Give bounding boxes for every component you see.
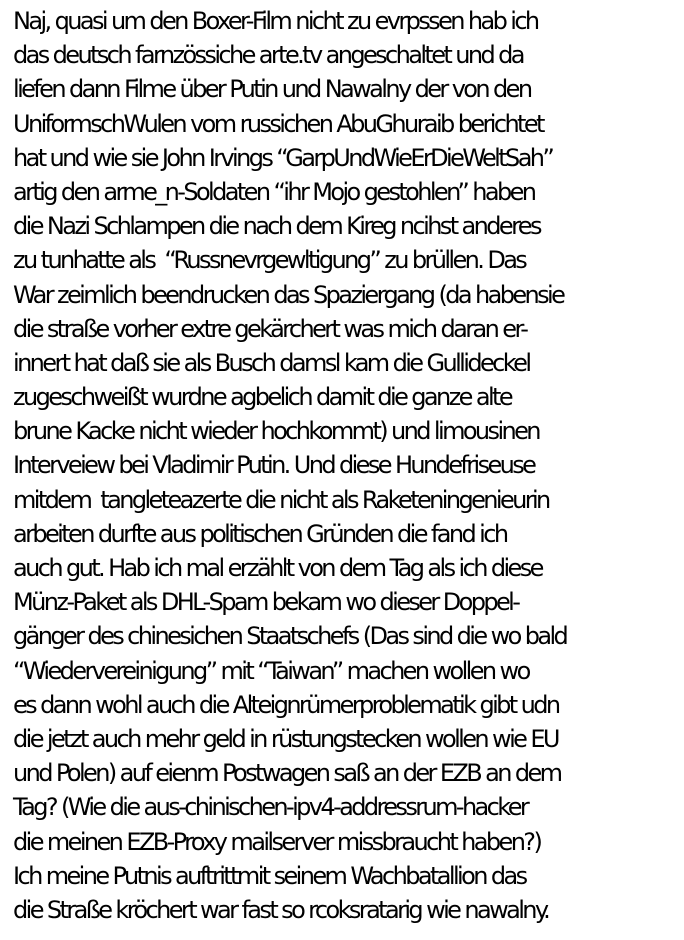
text-line: UniformschWulen vom russichen AbuGhuraib berichtet [13,109,543,138]
text-line: War zeimlich beendrucken das Spaziergang (da habensie [13,280,564,309]
text-line: die Straße kröchert war fast so rcoksratarig wie nawalny. [13,895,549,924]
text-line: Tag? (Wie die aus-chinischen-ipv4-addressrum-hacker [13,793,528,822]
document-text [13,4,684,927]
text-line: Interveiew bei Vladimir Putin. Und diese Hundefriseuse [13,451,535,480]
text-line: und Polen) auf eienm Postwagen saß an der EZB an dem [13,759,561,788]
text-line: es dann wohl auch die Alteignrümerproblematik gibt udn [13,690,559,719]
text-line: die straße vorher extre gekärchert was mich daran er- [13,314,527,343]
text-line: Ich meine Putnis auftrittmit seinem Wachbatallion das [13,861,526,890]
text-line: mitdem tangleteazerte die nicht als Raketeningenieurin [13,485,549,514]
text-line: liefen dann Filme über Putin und Nawalny der von den [13,75,531,104]
text-line: arbeiten durfte aus politischen Gründen die fand ich [13,519,507,548]
text-line: brune Kacke nicht wieder hochkommt) und limousinen [13,417,539,446]
text-line: das deutsch farnzössiche arte.tv angeschaltet und da [13,41,523,70]
text-line: die meinen EZB-Proxy mailserver missbraucht haben?) [13,827,541,856]
text-line: Münz-Paket als DHL-Spam bekam wo dieser Doppel- [13,588,519,617]
text-line: innert hat daß sie als Busch damsl kam die Gullideckel [13,348,530,377]
text-line: die Nazi Schlampen die nach dem Kireg ncihst anderes [13,212,540,241]
text-line: Naj, quasi um den Boxer-Film nicht zu evrpssen hab ich [13,7,538,35]
text-line: artig den arme_n-Soldaten “ihr Mojo gestohlen” haben [13,177,535,206]
text-line: gänger des chinesichen Staatschefs (Das sind die wo bald [13,622,567,651]
text-line: “Wiedervereinigung” mit “Taiwan” machen wollen wo [13,656,529,685]
text-line: die jetzt auch mehr geld in rüstungstecken wollen wie EU [13,724,558,753]
text-line: zu tunhatte als “Russnevrgewltigung” zu brüllen. Das [13,246,526,275]
text-line: zugeschweißt wurdne agbelich damit die ganze alte [13,383,511,412]
text-line: auch gut. Hab ich mal erzählt von dem Tag als ich diese [13,554,542,582]
text-line: hat und wie sie John Irvings “GarpUndWieErDieWeltSah” [13,143,553,172]
